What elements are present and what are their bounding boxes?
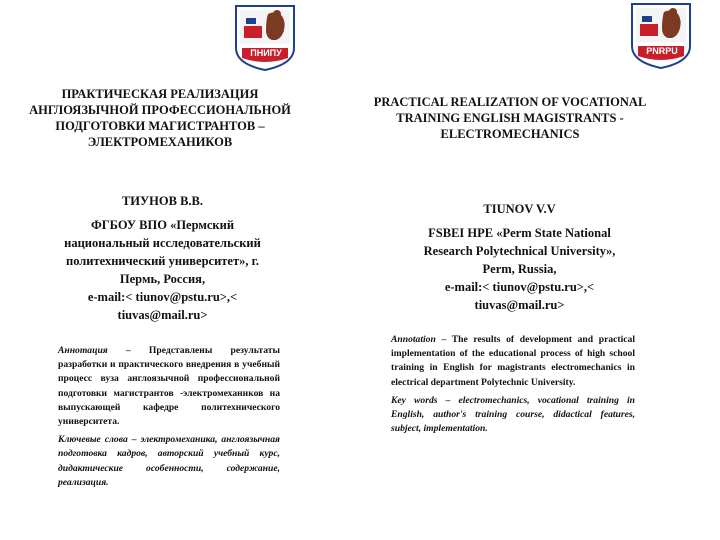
annotation-paragraph (58, 344, 280, 429)
affiliation-line: политехнический университет», г. (66, 254, 259, 268)
keywords-label: Ключевые слова (58, 434, 128, 446)
affiliation-line: ФГБОУ ВПО «Пермский (90, 218, 235, 232)
affiliation-line: Пермь, Россия, (119, 272, 206, 286)
abstract-ru (58, 344, 280, 490)
keywords-label: Key words (391, 394, 438, 406)
title-line: АНГЛОЯЗЫЧНОЙ ПРОФЕССИОНАЛЬНОЙ (29, 103, 291, 117)
annotation-label: Annotation (391, 334, 436, 345)
title-en (345, 94, 675, 142)
annotation-text: – The results of development and practical implementation of the educational process of high school training in English for magistrants electromechanics in electrical department Polytechnic University. (391, 334, 635, 388)
keywords-paragraph (58, 433, 280, 490)
abstract-en (391, 333, 635, 436)
logo-text: ПНИПУ (250, 48, 282, 58)
title-line: ЭЛЕКТРОМЕХАНИКОВ (87, 135, 233, 149)
keywords-text: – электромеханика, англоязычная подготовка кадров, авторский учебный курс, дидактические особенности, содержание, реализация. (58, 434, 280, 488)
keywords-paragraph (391, 394, 635, 437)
title-line: ПРАКТИЧЕСКАЯ РЕАЛИЗАЦИЯ (61, 87, 259, 101)
annotation-text: – Представлены результаты разработки и практического внедрения в учебный процесс вуза англоязычной профессиональной подготовки магистрантов -электромехаников на выпускающей кафедре политехнического университета. (58, 345, 280, 428)
email-line: tiuvas@mail.ru> (474, 298, 565, 312)
email-line: e-mail:< tiunov@pstu.ru>,< (87, 290, 238, 304)
author-name: TIUNOV V.V (483, 202, 556, 216)
annotation-label: Аннотация (58, 345, 108, 356)
keywords-text: – electromechanics, vocational training in English, author's training course, didactical features, subject, implementation. (391, 394, 635, 435)
title-ru (0, 86, 320, 150)
title-line: PRACTICAL REALIZATION OF VOCATIONAL (373, 95, 647, 109)
pnipu-logo (234, 4, 296, 72)
title-line: ELECTROMECHANICS (440, 127, 580, 141)
affiliation-line: национальный исследовательский (64, 236, 261, 250)
author-block-ru (30, 192, 295, 324)
author-name: ТИУНОВ В.В. (121, 194, 204, 208)
logo-text: PNRPU (646, 46, 678, 56)
affiliation-line: FSBEI HPE «Perm State National (428, 226, 611, 240)
affiliation-line: Perm, Russia, (482, 262, 557, 276)
author-block-en (372, 200, 667, 314)
pnrpu-logo (630, 2, 692, 70)
email-line: tiuvas@mail.ru> (117, 308, 208, 322)
affiliation-line: Research Polytechnical University», (423, 244, 616, 258)
annotation-paragraph (391, 333, 635, 390)
title-line: ПОДГОТОВКИ МАГИСТРАНТОВ – (55, 119, 265, 133)
email-line: e-mail:< tiunov@pstu.ru>,< (444, 280, 595, 294)
title-line: TRAINING ENGLISH MAGISTRANTS - (396, 111, 624, 125)
